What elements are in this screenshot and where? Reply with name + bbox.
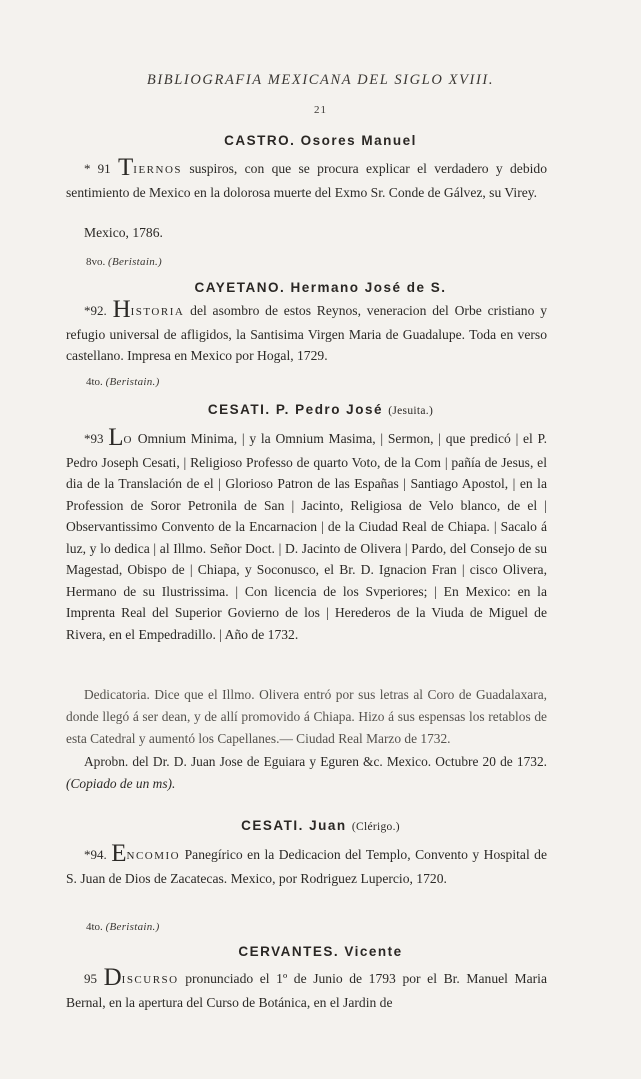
entry-heading xyxy=(0,280,641,295)
entry-93 xyxy=(66,424,547,645)
author-note: (Clérigo.) xyxy=(351,821,400,833)
entry-text: Panegírico en la Dedicacion del Templo, Convento y Hospital de S. Juan de Dios de Zacatecas. Mexico, por Rodriguez Lupercio, 1720. xyxy=(66,847,548,886)
entry-91 xyxy=(66,154,547,203)
first-word: ISTORIA xyxy=(130,306,185,318)
entry-number: * 91 xyxy=(84,161,111,176)
author-name: CAYETANO. Hermano José de S. xyxy=(194,280,447,295)
first-word: IERNOS xyxy=(133,164,183,176)
entry-text: del asombro de estos Reynos, veneracion del Orbe cristiano y refugio universal de afligidos, la Santisima Virgen Maria de Guadalupe. Toda en verso castellano. Impresa en Mexico por Hogal, 1729. xyxy=(66,303,548,363)
entry-source xyxy=(86,256,162,268)
drop-initial: D xyxy=(103,964,122,991)
entry-94 xyxy=(66,840,548,889)
entry-text: pronunciado el 1º de Junio de 1793 por el Br. Manuel Maria Bernal, en la apertura del Curso de Botánica, en el Jardin de xyxy=(66,971,547,1010)
entry-number: 95 xyxy=(84,971,97,986)
entry-text: Omnium Minima, | y la Omnium Masima, | Sermon, | que predicó | el P. Pedro Joseph Cesati, | Religioso Professo de quarto Voto, de la Com | pañía de Jesus, el dia de la Translación de el | Glorioso Patron de las Españas | Santiago Apostol, | en la Profession de Soror Petronila de San | Jacinto, Religiosa de Velo blanco, de el | Observantissimo Convento de la Encarnacion | de la Ciudad Real de Chiapa. | Sacalo á luz, y lo dedica | al Illmo. Señor Doct. | D. Jacinto de Olivera | Pardo, del Consejo de su Magestad, Obispo de | Chiapa, y Soconusco, el Br. D. Ignacion Fran | cisco Olivera, Hermano de su Ilustrissima. | Con licencia de los Svperiores; | En Mexico: en la Imprenta Real del Superior Govierno de los | Herederos de la Viuda de Miguel de Rivera, en el Empedradillo. | Año de 1732. xyxy=(66,431,547,642)
author-name: CESATI. P. Pedro José xyxy=(207,402,383,417)
entry-number: *94. xyxy=(84,847,107,862)
first-word: NCOMIO xyxy=(126,850,181,862)
source-ref: (Beristain.) xyxy=(105,921,160,933)
book-format: 4to. xyxy=(86,921,103,933)
dedication-note: Dedicatoria. Dice que el Illmo. Olivera entró por sus letras al Coro de Guadalaxara, donde llegó á ser dean, y de allí promovido á Chiapa. Hizo á sus espensas los retablos de esta Catedral y aumentó los Capellanes.— Ciudad Real Marzo de 1732. Aprobn. del Dr. D. Juan Jose de Eguiara y Eguren &c. Mexico. Octubre 20 de 1732. (Copiado de un ms). xyxy=(66,684,547,795)
book-format: 8vo. xyxy=(86,256,106,268)
author-name: CASTRO. Osores Manuel xyxy=(224,133,417,148)
entry-92 xyxy=(66,296,548,367)
imprint: Mexico, 1786. xyxy=(84,225,163,240)
entry-heading xyxy=(0,944,641,959)
entry-95 xyxy=(66,964,547,1013)
drop-initial: L xyxy=(108,424,124,451)
entry-heading xyxy=(0,818,641,833)
author-note: (Jesuita.) xyxy=(388,405,434,417)
entry-number: *93 xyxy=(84,431,104,446)
drop-initial: T xyxy=(118,154,134,181)
page-number: 21 xyxy=(314,104,327,116)
author-name: CERVANTES. Vicente xyxy=(238,944,403,959)
entry-heading xyxy=(0,402,641,417)
entry-text: suspiros, con que se procura explicar el verdadero y debido sentimiento de Mexico en la dolorosa muerte del Exmo Sr. Conde de Gálvez, su Virey. xyxy=(66,161,547,200)
entry-source xyxy=(86,376,160,388)
approbation-note: Aprobn. del Dr. D. Juan Jose de Eguiara y Eguren &c. Mexico. Octubre 20 de 1732. (Copiado de un ms). xyxy=(66,754,547,792)
source-ref: (Beristain.) xyxy=(105,376,160,388)
running-title: BIBLIOGRAFIA MEXICANA DEL SIGLO XVIII. xyxy=(146,72,495,88)
first-word: ISCURSO xyxy=(121,974,179,986)
entry-number: *92. xyxy=(84,303,107,318)
entry-heading xyxy=(0,133,641,148)
source-ref: (Beristain.) xyxy=(108,256,163,268)
drop-initial: H xyxy=(112,296,131,323)
entry-source xyxy=(86,921,160,933)
book-format: 4to. xyxy=(86,376,103,388)
first-word: O xyxy=(123,434,133,446)
author-name: CESATI. Juan xyxy=(241,818,347,833)
drop-initial: E xyxy=(111,840,127,867)
